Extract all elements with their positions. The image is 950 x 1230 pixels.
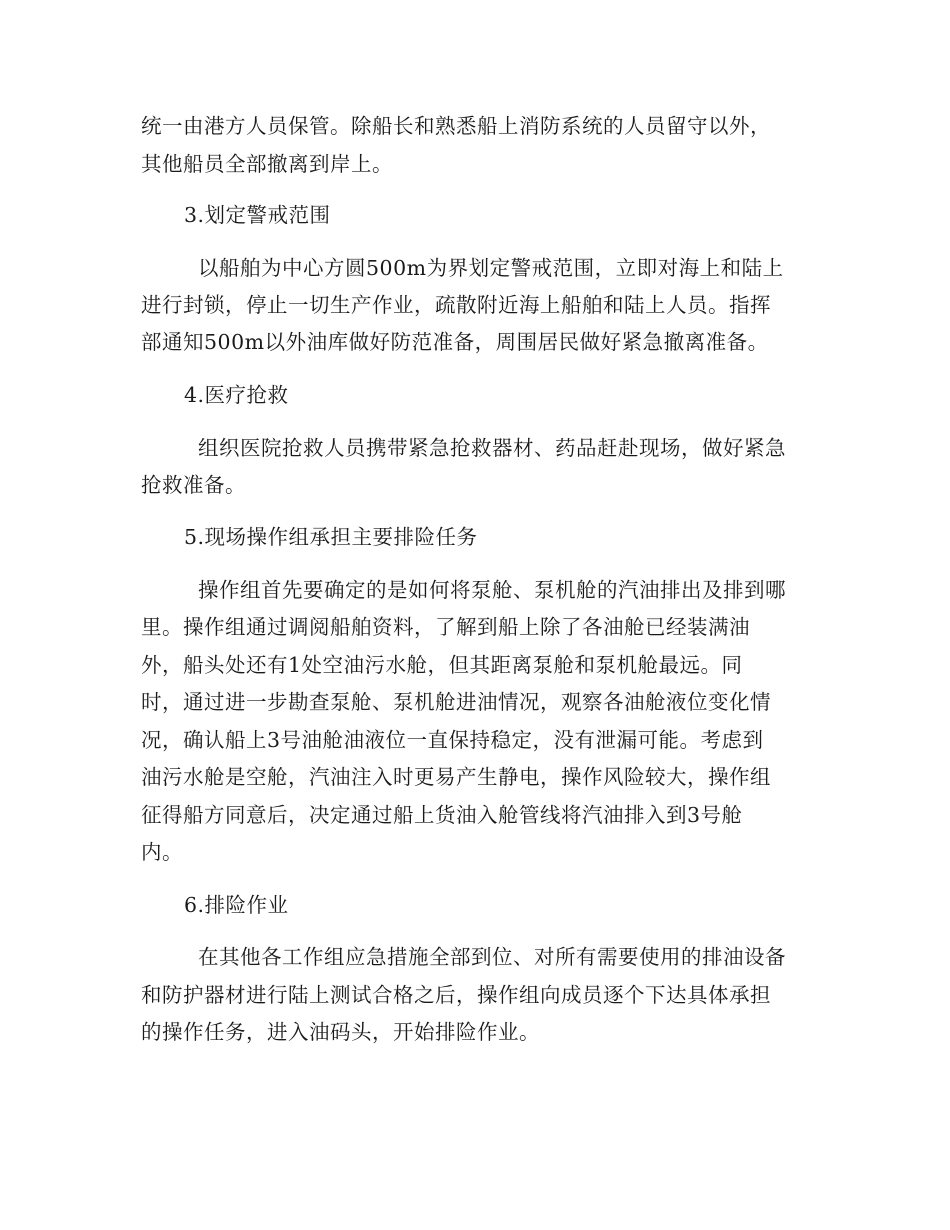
paragraph-line: 以船舶为中心方圆500m为界划定警戒范围，立即对海上和陆上 (198, 256, 784, 280)
paragraph-line: 油污水舱是空舱，汽油注入时更易产生静电，操作风险较大，操作组 (141, 765, 771, 789)
section-heading: 4.医疗抢救 (184, 383, 289, 407)
paragraph-line: 其他船员全部撤离到岸上。 (141, 152, 393, 176)
section-heading: 6.排险作业 (184, 893, 289, 917)
paragraph-line: 和防护器材进行陆上测试合格之后，操作组向成员逐个下达具体承担 (141, 983, 771, 1007)
paragraph-line: 在其他各工作组应急措施全部到位、对所有需要使用的排油设备 (198, 945, 786, 969)
section-heading: 3.划定警戒范围 (184, 203, 331, 227)
paragraph-line: 时，通过进一步勘查泵舱、泵机舱进油情况，观察各油舱液位变化情 (141, 690, 771, 714)
paragraph-line: 组织医院抢救人员携带紧急抢救器材、药品赶赴现场，做好紧急 (198, 436, 786, 460)
paragraph-line: 况，确认船上3号油舱油液位一直保持稳定，没有泄漏可能。考虑到 (141, 728, 764, 752)
paragraph-line: 抢救准备。 (141, 473, 246, 497)
paragraph-line: 进行封锁，停止一切生产作业，疏散附近海上船舶和陆上人员。指挥 (141, 293, 771, 317)
paragraph-line: 部通知500m以外油库做好防范准备，周围居民做好紧急撤离准备。 (141, 330, 769, 354)
paragraph-line: 征得船方同意后，决定通过船上货油入舱管线将汽油排入到3号舱 (141, 803, 743, 827)
section-heading: 5.现场操作组承担主要排险任务 (184, 525, 478, 549)
paragraph-line: 内。 (141, 840, 183, 864)
paragraph-line: 操作组首先要确定的是如何将泵舱、泵机舱的汽油排出及排到哪 (198, 578, 786, 602)
paragraph-line: 的操作任务，进入油码头，开始排险作业。 (141, 1020, 540, 1044)
paragraph-line: 里。操作组通过调阅船舶资料，了解到船上除了各油舱已经装满油 (141, 615, 750, 639)
paragraph-line: 统一由港方人员保管。除船长和熟悉船上消防系统的人员留守以外， (141, 114, 771, 138)
paragraph-line: 外，船头处还有1处空油污水舱，但其距离泵舱和泵机舱最远。同 (141, 653, 743, 677)
